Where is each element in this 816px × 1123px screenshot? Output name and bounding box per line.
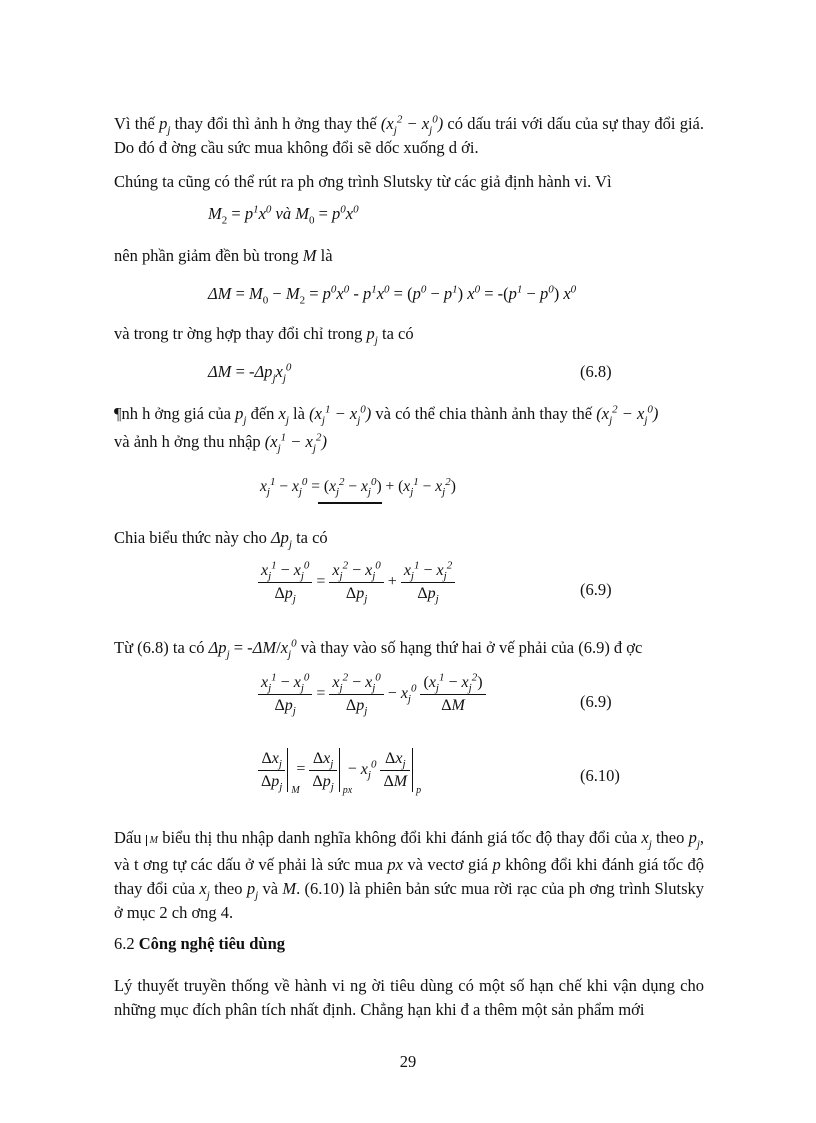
equation-number: (6.9): [580, 580, 612, 599]
text: ta có: [377, 324, 414, 343]
paragraph-income-effect: và ảnh h ởng thu nhập $(x_j^1 - x_j^2)$: [114, 431, 327, 455]
equation-number: (6.10): [580, 766, 620, 785]
text: biểu thị thu nhập danh nghĩa không đổi khi đánh giá tốc độ thay đổi của: [158, 828, 642, 847]
equation-6-9: $\frac{x_j^1 - x_j^0}{\Delta p_j}$ = $\frac{x_j^2 - x_j^0}{\Delta p_j}$ + $\frac{x_j^1 - x_j^2}{\Delta p_j}$: [258, 562, 455, 603]
text: và có thể chia thành ảnh thay thế: [371, 404, 597, 423]
text: nên phần giảm đền bù trong: [114, 246, 303, 265]
paragraph-change-pj: và trong tr ờng hợp thay đổi chỉ trong $p_j$ ta có: [114, 324, 414, 347]
underline-substitution: [318, 502, 382, 504]
text: và thay vào số hạng thứ hai ở vế phải của (6.9) đ ợc: [300, 638, 643, 657]
text: và: [258, 879, 283, 898]
equation-delta-m: $\Delta M = M_0 - M_2 = p^0x^0 - p^1x^0 = (p^0 - p^1) x^0 = -(p^1 - p^0)$ $x^0$: [208, 283, 577, 307]
text: Vì thế: [114, 114, 160, 133]
text: ¶nh h ởng giá của: [114, 404, 236, 423]
text: và trong tr ờng hợp thay đổi chỉ trong: [114, 324, 367, 343]
equation-number: (6.8): [580, 362, 612, 381]
text: M: [282, 879, 297, 898]
paragraph-price-effect: ¶nh h ởng giá của $p_j$ đến $x_j$ là $(x_j^1 - x_j^0)$ và có thể chia thành ảnh thay thế $(x_j^2 - x_j^0)$: [114, 403, 659, 427]
text: và ảnh h ởng thu nhập: [114, 432, 265, 451]
text: Chia biểu thức này cho: [114, 528, 271, 547]
text: và vectơ giá: [402, 855, 493, 874]
equation-6-10: $\frac{\Delta x_j}{\Delta p_j}$ M = $\frac{\Delta x_j}{\Delta p_j}$ px − $x_j^0$ $\frac{\Delta x_j}{\Delta M}$ p: [258, 748, 413, 792]
text: Dấu: [114, 828, 146, 847]
paragraph-explanation: Dấu M biểu thị thu nhập danh nghĩa không đổi khi đánh giá tốc độ thay đổi của $x_j$ theo $p_j$, và t ơng tự các dấu ở vế phải là sức mua px và vectơ giá p không đổi khi đánh giá tốc độ thay đổi của $x_j$ theo $p_j$ và M. (6.10) là phiên bản sức mua rời rạc của ph ơng trình Slutsky ở mục 2 ch ơng 4.: [114, 828, 704, 922]
paragraph-consumption-technology: Lý thuyết truyền thống về hành vi ng ời tiêu dùng có một số hạn chế khi vận dụng cho những mục đích phân tích nhất định. Chẳng hạn khi đ a thêm một sản phẩm mới: [114, 976, 704, 1019]
equation-m2-m0: $M_2 = p^1x^0$ và $M_0 = p^0x^0$: [208, 203, 359, 227]
text: M: [302, 246, 317, 265]
text: px: [387, 855, 403, 874]
text: không đổi khi đánh giá tốc độ thay đổi của: [114, 855, 704, 898]
text: là: [288, 404, 310, 423]
text: theo: [655, 828, 689, 847]
text: thay đổi thì ảnh h ởng thay thế: [170, 114, 381, 133]
text: ta có: [291, 528, 328, 547]
text: Từ (6.8) ta có: [114, 638, 209, 657]
section-number: 6.2: [114, 934, 139, 953]
equation-number: (6.9): [580, 692, 612, 711]
equation-6-9-substituted: $\frac{x_j^1 - x_j^0}{\Delta p_j}$ = $\frac{x_j^2 - x_j^0}{\Delta p_j}$ − $x_j^0$ $\frac{(x_j^1 - x_j^2)}{\Delta M}$: [258, 674, 486, 715]
paragraph-slutsky-intro: Chúng ta cũng có thể rút ra ph ơng trình Slutsky từ các giả định hành vi. Vì: [114, 172, 612, 191]
text: theo: [209, 879, 247, 898]
page-number: 29: [399, 1052, 417, 1071]
paragraph-substitution-effect: Vì thế $p_j$ thay đổi thì ảnh h ởng thay thế $(x_j^2 - x_j^0)$ có dấu trái với dấu của sự thay đổi giá. Do đó đ ờng cầu sức mua không đổi sẽ dốc xuống d ới.: [114, 113, 704, 157]
equation-decomposition: $x_j^1 - x_j^0 = (x_j^2 - x_j^0) + (x_j^1 - x_j^2)$: [260, 475, 456, 499]
text: đến: [246, 404, 279, 423]
section-title: Công nghệ tiêu dùng: [138, 934, 286, 953]
section-heading: [114, 932, 704, 956]
paragraph-compensation: [114, 244, 704, 268]
text: là: [316, 246, 333, 265]
text: có dấu trái với dấu của sự thay đổi giá. Do đó đ ờng cầu sức mua không đổi sẽ dốc xuống d ới.: [114, 114, 704, 157]
text: . (6.10) là phiên bản sức mua rời rạc của ph ơng trình Slutsky ở mục 2 ch ơng 4.: [114, 879, 704, 922]
text: , và t ơng tự các dấu ở vế phải là sức mua: [114, 828, 704, 874]
equation-6-8: $\Delta M = -\Delta p_jx_j^0$: [208, 361, 292, 385]
text: p: [492, 855, 501, 874]
paragraph-substitute: Từ (6.8) ta có $\Delta p_j = -\Delta M/x_j^0$ và thay vào số hạng thứ hai ở vế phải của (6.9) đ ợc: [114, 637, 643, 661]
paragraph-divide: Chia biểu thức này cho $\Delta p_j$ ta có: [114, 528, 328, 551]
